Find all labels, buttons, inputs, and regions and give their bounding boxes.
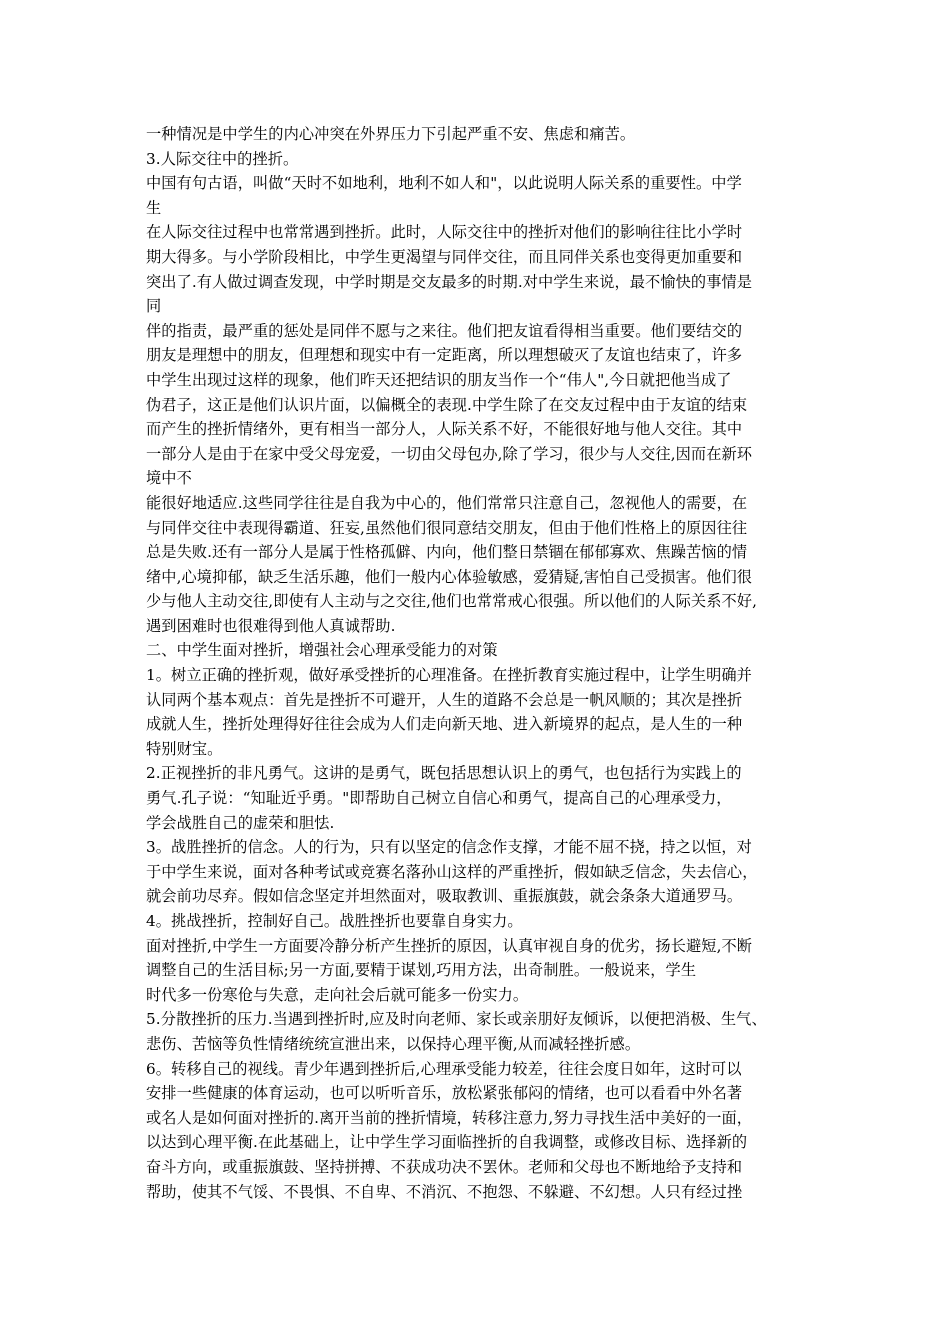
text-line: 二、中学生面对挫折，增强社会心理承受能力的对策 [146, 641, 498, 660]
text-line: 认同两个基本观点：首先是挫折不可避开，人生的道路不会总是一帆风顺的；其次是挫折 [146, 690, 743, 709]
text-line: 伪君子，这正是他们认识片面，以偏概全的表现.中学生除了在交友过程中由于友谊的结束 [146, 395, 748, 414]
text-line: 在人际交往过程中也常常遇到挫折。此时，人际交往中的挫折对他们的影响往往比小学时 [146, 223, 743, 242]
text-line: 3。战胜挫折的信念。人的行为，只有以坚定的信念作支撑，才能不屈不挠，持之以恒，对 [146, 838, 752, 857]
text-line: 总是失败.还有一部分人是属于性格孤僻、内向，他们整日禁锢在郁郁寡欢、焦躁苦恼的情 [146, 543, 748, 562]
text-line: 期大得多。与小学阶段相比，中学生更渴望与同伴交往，而且同伴关系也变得更加重要和 [146, 247, 743, 266]
text-line: 面对挫折,中学生一方面要冷静分析产生挫折的原因，认真审视自身的优劣，扬长避短,不断 [146, 936, 753, 955]
text-line: 5.分散挫折的压力.当遇到挫折时,应及时向老师、家长或亲朋好友倾诉，以便把消极、生气、 [146, 1010, 767, 1029]
text-line: 一种情况是中学生的内心冲突在外界压力下引起严重不安、焦虑和痛苦。 [146, 125, 636, 143]
text-line: 调整自己的生活目标;另一方面,要精于谋划,巧用方法，出奇制胜。一般说来，学生 [146, 961, 697, 980]
text-line: 成就人生，挫折处理得好往往会成为人们走向新天地、进入新境界的起点，是人生的一种 [146, 715, 743, 734]
text-line: 安排一些健康的体育运动，也可以听听音乐，放松紧张郁闷的情绪，也可以看看中外名著 [146, 1084, 743, 1103]
text-line: 绪中,心境抑郁，缺乏生活乐趣，他们一般内心体验敏感，爱猜疑,害怕自己受损害。他们很 [146, 567, 753, 586]
text-line: 2.正视挫折的非凡勇气。这讲的是勇气，既包括思想认识上的勇气，也包括行为实践上的 [146, 764, 742, 783]
text-line: 伴的指责，最严重的惩处是同伴不愿与之来往。他们把友谊看得相当重要。他们要结交的 [146, 321, 743, 340]
text-line: 突出了.有人做过调查发现，中学时期是交友最多的时期.对中学生来说，最不愉快的事情是 [146, 272, 753, 291]
text-line: 6。转移自己的视线。青少年遇到挫折后,心理承受能力较差，往往会度日如年，这时可以 [146, 1059, 742, 1078]
document-body [146, 122, 826, 1204]
text-line: 帮助，使其不气馁、不畏惧、不自卑、不消沉、不抱怨、不躲避、不幻想。人只有经过挫 [146, 1182, 743, 1201]
text-line: 4。挑战挫折，控制好自己。战胜挫折也要靠自身实力。 [146, 912, 523, 930]
text-line: 与同伴交往中表现得霸道、狂妄,虽然他们很同意结交朋友，但由于他们性格上的原因往往 [146, 518, 748, 537]
text-line: 悲伤、苦恼等负性情绪统统宣泄出来，以保持心理平衡,从而减轻挫折感。 [146, 1034, 641, 1053]
text-line: 或名人是如何面对挫折的.离开当前的挫折情境，转移注意力,努力寻找生活中美好的一面， [146, 1108, 753, 1127]
text-line: 境中不 [146, 469, 192, 488]
text-line: 特别财宝。 [146, 739, 223, 758]
text-line: 而产生的挫折情绪外，更有相当一部分人，人际关系不好，不能很好地与他人交往。其中 [146, 420, 743, 439]
text-line: 3.人际交往中的挫折。 [146, 149, 299, 168]
text-line: 一部分人是由于在家中受父母宠爱，一切由父母包办,除了学习，很少与人交往,因而在新环 [146, 444, 753, 463]
text-line: 就会前功尽弃。假如信念坚定并坦然面对，吸取教训、重振旗鼓，就会条条大道通罗马。 [146, 887, 743, 906]
text-line: 能很好地适应.这些同学往往是自我为中心的，他们常常只注意自己，忽视他人的需要，在 [146, 493, 748, 512]
text-line: 同 [146, 297, 162, 316]
text-line: 学会战胜自己的虚荣和胆怯. [146, 813, 335, 832]
text-line: 中学生出现过这样的现象，他们昨天还把结识的朋友当作一个“伟人",今日就把他当成了 [146, 370, 732, 389]
text-line: 生 [146, 198, 162, 217]
text-line: 以达到心理平衡.在此基础上，让中学生学习面临挫折的自我调整，或修改目标、选择新的 [146, 1133, 748, 1152]
text-line: 时代多一份寒伧与失意，走向社会后就可能多一份实力。 [146, 985, 529, 1004]
text-line: 朋友是理想中的朋友，但理想和现实中有一定距离，所以理想破灭了友谊也结束了，许多 [146, 346, 743, 365]
text-line: 勇气.孔子说：“知耻近乎勇。"即帮助自己树立自信心和勇气，提高自己的心理承受力， [146, 789, 732, 808]
text-line: 1。树立正确的挫折观，做好承受挫折的心理准备。在挫折教育实施过程中，让学生明确并 [146, 666, 752, 685]
text-line: 于中学生来说，面对各种考试或竞赛名落孙山这样的严重挫折，假如缺乏信念，失去信心， [146, 862, 758, 881]
text-line: 少与他人主动交往,即使有人主动与之交往,他们也常常戒心很强。所以他们的人际关系不好, [146, 592, 757, 611]
text-line: 中国有句古语，叫做“天时不如地利，地利不如人和"，以此说明人际关系的重要性。中学 [146, 174, 742, 193]
text-line: 遇到困难时也很难得到他人真诚帮助. [146, 616, 396, 635]
text-line: 奋斗方向，或重振旗鼓、坚持拼搏、不获成功决不罢休。老师和父母也不断地给予支持和 [146, 1157, 743, 1176]
